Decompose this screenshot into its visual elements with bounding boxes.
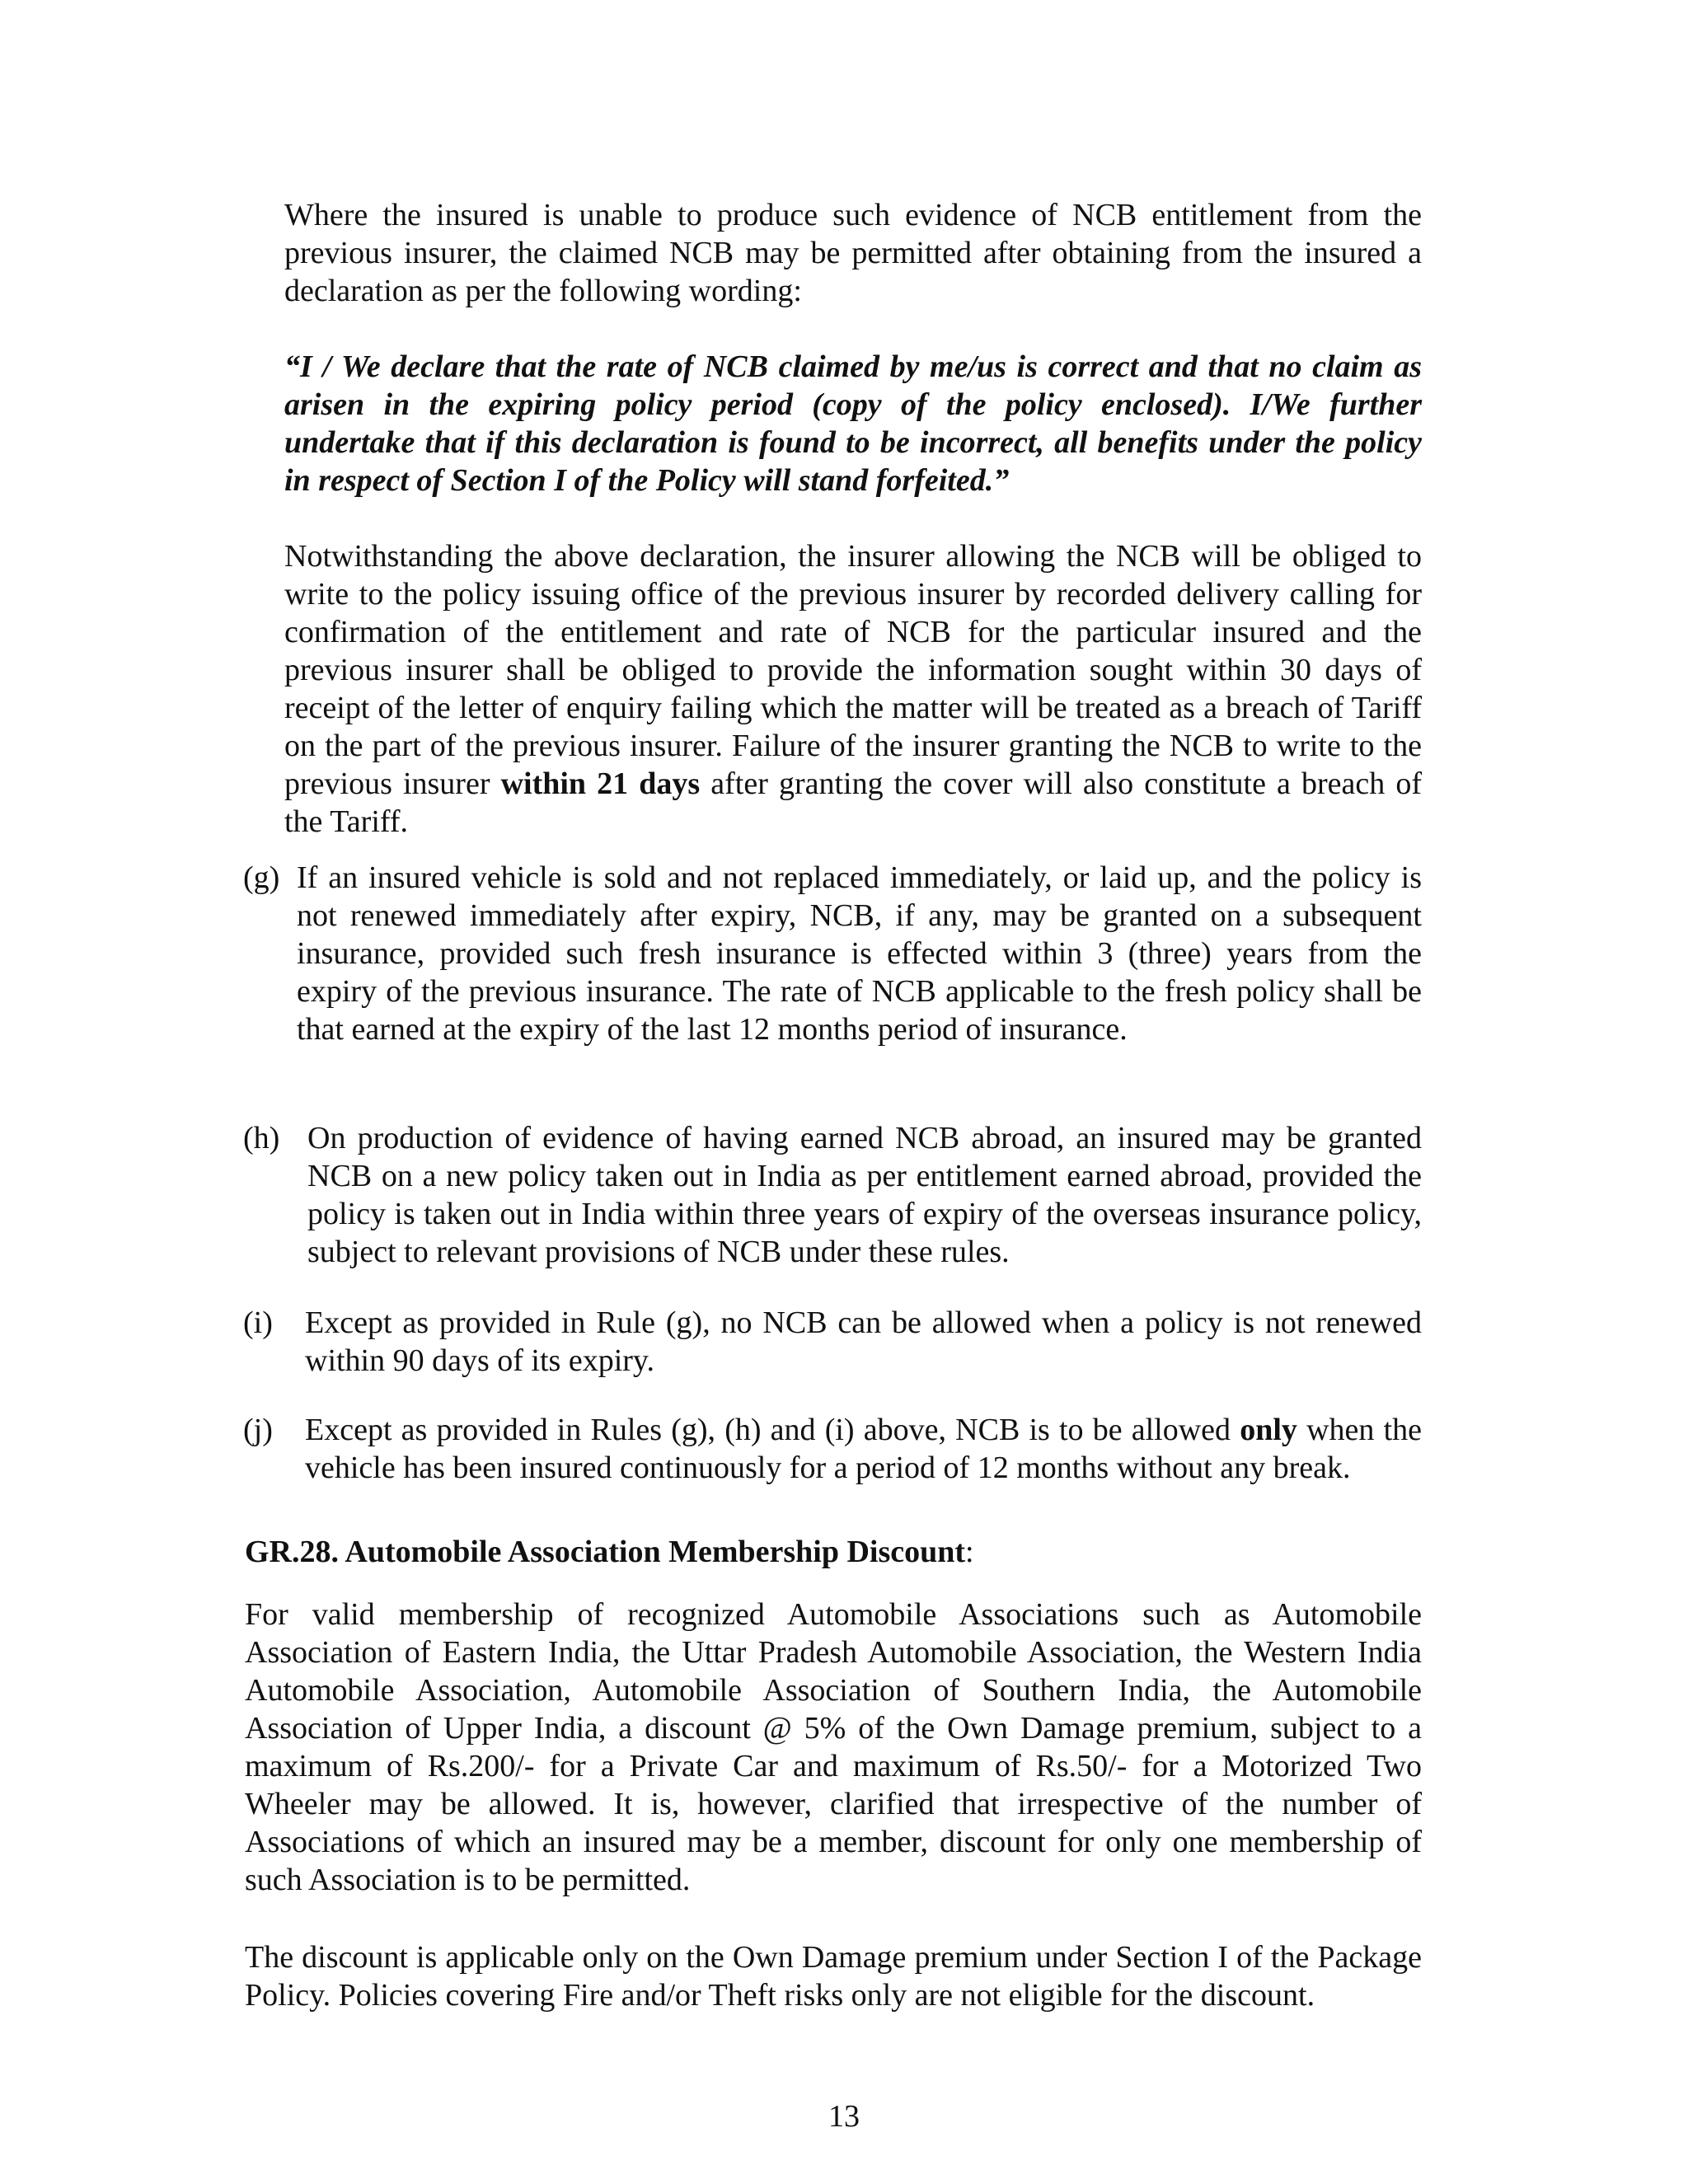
notwithstanding-bold: within 21 days: [500, 766, 701, 801]
rule-g-marker: (g): [243, 860, 280, 895]
rule-h: [243, 1119, 1422, 1271]
rule-h-marker: (h): [243, 1121, 280, 1155]
rule-i: [243, 1304, 1422, 1380]
rule-j-text-2: when the vehicle has been insured continuously for a period of 12 months without any break.: [305, 1413, 1422, 1485]
rule-i-marker: (i): [243, 1305, 273, 1340]
rule-h-text: On production of evidence of having earned NCB abroad, an insured may be granted NCB on a new policy taken out in India as per entitlement earned abroad, provided the policy is taken out in India within three years of expiry of the overseas insurance policy, subject to relevant provisions of NCB under these rules.: [307, 1121, 1422, 1269]
rule-j-text: [305, 1411, 1422, 1487]
intro-paragraph: Where the insured is unable to produce such evidence of NCB entitlement from the previous insurer, the claimed NCB may be permitted after obtaining from the insured a declaration as per the following wording:: [284, 198, 1422, 308]
gr28-heading: [245, 1533, 1422, 1571]
gr28-heading-colon: :: [965, 1535, 974, 1569]
declaration-quote: “I / We declare that the rate of NCB claimed by me/us is correct and that no claim as arisen in the expiring policy period (copy of the policy enclosed). I/We further undertake that if this declaration is found to be incorrect, all benefits under the policy in respect of Section I of the Policy will stand forfeited.”: [284, 349, 1422, 498]
rule-j-text-1: Except as provided in Rules (g), (h) and (i) above, NCB is to be allowed: [305, 1413, 1240, 1447]
rule-g-text: If an insured vehicle is sold and not replaced immediately, or laid up, and the policy is not renewed immediately after expiry, NCB, if any, may be granted on a subsequent insurance, provided such fresh insurance is effected within 3 (three) years from the expiry of the previous insurance. The rate of NCB applicable to the fresh policy shall be that earned at the expiry of the last 12 months period of insurance.: [297, 860, 1422, 1047]
notwithstanding-text-2: after granting the cover will also constitute a breach of the Tariff.: [284, 766, 1422, 839]
discount-paragraph: The discount is applicable only on the Own Damage premium under Section I of the Package Policy. Policies covering Fire and/or Theft risks only are not eligible for the discount.: [245, 1940, 1422, 2013]
rule-j-marker: (j): [243, 1413, 273, 1447]
rule-i-text: Except as provided in Rule (g), no NCB can be allowed when a policy is not renewed within 90 days of its expiry.: [305, 1305, 1422, 1378]
notwithstanding-text-1: Notwithstanding the above declaration, the insurer allowing the NCB will be obliged to write to the policy issuing office of the previous insurer by recorded delivery calling for confirmation of the entitlement and rate of NCB for the particular insured and the previous insurer shall be obliged to provide the information sought within 30 days of receipt of the letter of enquiry failing which the matter will be treated as a breach of Tariff on the part of the previous insurer. Failure of the insurer granting the NCB to write to the previous insurer: [284, 539, 1422, 801]
notwithstanding-paragraph: [284, 537, 1422, 841]
page-number: 13: [828, 2099, 860, 2134]
rule-j: [243, 1411, 1422, 1487]
gr28-heading-text: GR.28. Automobile Association Membership Discount: [245, 1535, 966, 1569]
gr28-paragraph: For valid membership of recognized Automobile Associations such as Automobile Association of Eastern India, the Uttar Pradesh Automobile Association, the Western India Automobile Association, Automobile Association of Southern India, the Automobile Association of Upper India, a discount @ 5% of the Own Damage premium, subject to a maximum of Rs.200/- for a Private Car and maximum of Rs.50/- for a Motorized Two Wheeler may be allowed. It is, however, clarified that irrespective of the number of Associations of which an insured may be a member, discount for only one membership of such Association is to be permitted.: [245, 1597, 1422, 1897]
rule-j-bold: only: [1240, 1413, 1297, 1447]
rule-g: [243, 859, 1422, 1048]
